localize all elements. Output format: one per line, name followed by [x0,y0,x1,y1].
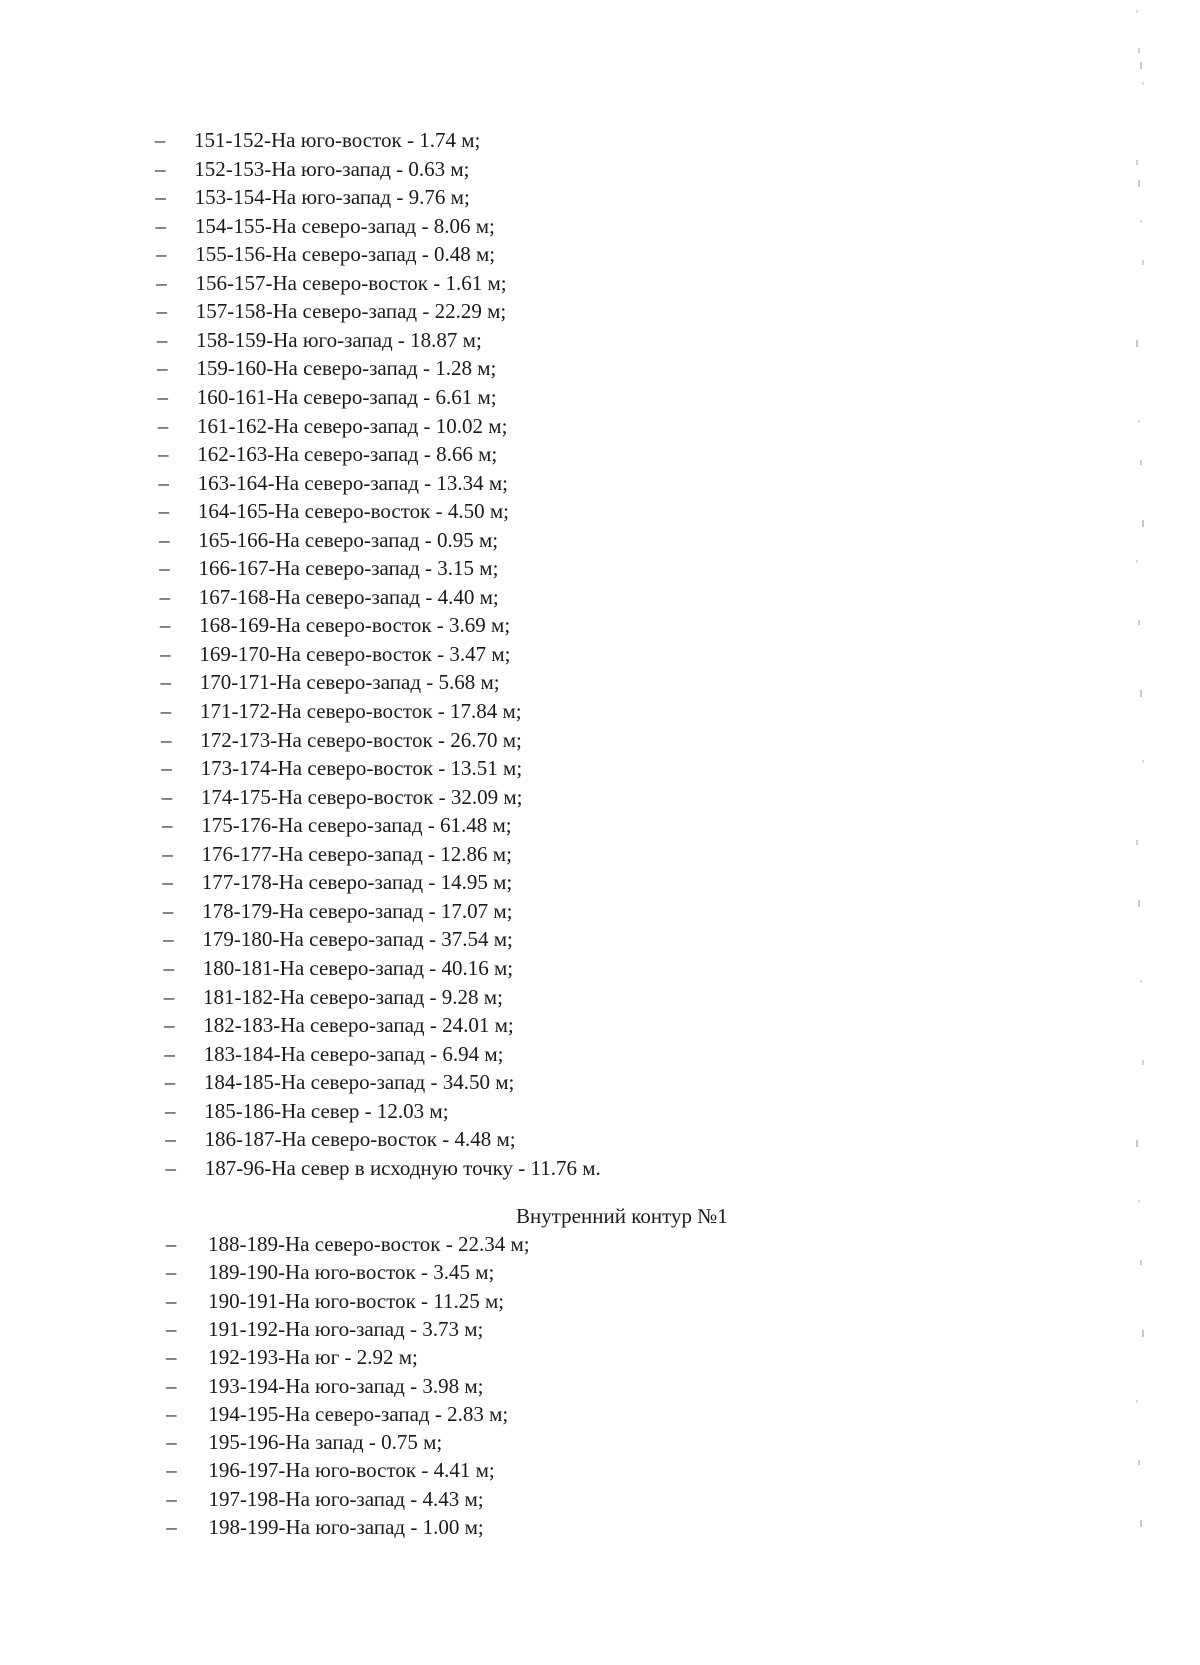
list-dash: – [161,784,173,809]
segment-text: 184-185-На северо-запад - 34.50 м; [203,1070,515,1095]
segment-text: 185-186-На север - 12.03 м; [204,1098,449,1123]
segment-text: 162-163-На северо-запад - 8.66 м; [197,442,498,467]
list-dash: – [156,299,168,324]
list-dash: – [160,699,172,723]
list-dash: – [162,870,174,895]
segment-text: 197-198-На юго-запад - 4.43 м; [208,1486,484,1511]
list-dash: – [157,356,168,381]
list-dash: – [166,1486,177,1511]
list-dash: – [161,756,172,781]
scan-speck [1140,690,1142,697]
segment-text: 187-96-На север в исходную точку - 11.76 м. [204,1155,601,1180]
segment-text: 161-162-На северо-запад - 10.02 м; [197,413,508,438]
segment-text: 178-179-На северо-запад - 17.07 м; [202,898,513,923]
segment-text: 171-172-На северо-восток - 17.84 м; [200,699,522,723]
scan-speck [1140,1260,1142,1265]
segment-text: 177-178-На северо-запад - 14.95 м; [201,870,513,895]
segment-text: 166-167-На северо-запад - 3.15 м; [198,556,499,581]
list-dash: – [164,1098,176,1123]
scan-speck [1140,1520,1142,1527]
list-dash: – [156,270,167,295]
segment-text: 156-157-На северо-восток - 1.61 м; [195,270,507,295]
scan-speck [1138,48,1140,53]
list-dash: – [158,527,170,552]
list-dash: – [165,1260,177,1285]
segment-text: 172-173-На северо-восток - 26.70 м; [200,727,522,752]
list-dash: – [164,1013,175,1038]
segment-text: 194-195-На северо-запад - 2.83 м; [208,1401,509,1426]
scan-speck [1136,1400,1138,1403]
segment-text: 188-189-На северо-восток - 22.34 м; [208,1232,530,1256]
list-dash: – [164,1041,175,1066]
segment-text: 176-177-На северо-запад - 12.86 м; [201,841,512,866]
list-dash: – [166,1458,177,1483]
segment-text: 159-160-На северо-запад - 1.28 м; [196,356,497,381]
segment-text: 157-158-На северо-запад - 22.29 м; [195,299,507,324]
segment-text: 179-180-На северо-запад - 37.54 м; [202,927,513,952]
list-dash: – [166,1430,177,1455]
list-dash: – [155,213,167,238]
scan-speck [1138,420,1140,423]
list-dash: – [157,384,168,409]
list-dash: – [165,1232,177,1256]
scan-speck [1138,180,1140,187]
list-dash: – [165,1316,177,1341]
segment-text: 181-182-На северо-запад - 9.28 м; [203,984,503,1009]
segment-text: 186-187-На северо-восток - 4.48 м; [204,1127,516,1152]
list-dash: – [156,327,168,352]
list-dash: – [159,556,170,581]
scan-speck [1138,1460,1140,1465]
scan-speck [1140,460,1142,465]
list-dash: – [165,1288,177,1313]
segment-text: 152-153-На юго-запад - 0.63 м; [194,156,470,181]
scan-speck [1136,10,1138,13]
scan-speck [1140,980,1142,983]
segment-text: 196-197-На юго-восток - 4.41 м; [208,1458,495,1483]
list-dash: – [164,1070,176,1095]
segment-text: 165-166-На северо-запад - 0.95 м; [198,527,499,552]
segment-text: 164-165-На северо-восток - 4.50 м; [197,499,509,524]
scan-speck [1142,260,1144,265]
list-dash: – [163,927,174,952]
scan-speck [1136,340,1138,347]
scan-speck [1142,1060,1144,1065]
segment-text: 173-174-На северо-восток - 13.51 м; [200,756,523,781]
scan-speck [1138,900,1140,907]
segment-text: 189-190-На юго-восток - 3.45 м; [208,1260,495,1285]
segment-text: 175-176-На северо-запад - 61.48 м; [201,813,512,838]
list-dash: – [162,841,173,866]
segment-text: 168-169-На северо-восток - 3.69 м; [199,613,511,638]
segment-text: 151-152-На юго-восток - 1.74 м; [194,128,481,152]
scan-speck [1138,1200,1140,1203]
list-dash: – [165,1155,177,1180]
segment-text: 190-191-На юго-восток - 11.25 м; [208,1288,505,1313]
inner-contour-heading: Внутренний контур №1 [516,1204,728,1228]
segment-text: 155-156-На северо-запад - 0.48 м; [195,242,496,267]
segment-text: 169-170-На северо-восток - 3.47 м; [199,641,511,666]
list-dash: – [155,242,167,267]
segment-text: 160-161-На северо-запад - 6.61 м; [196,384,497,409]
scan-speck [1138,620,1140,625]
segment-text: 182-183-На северо-запад - 24.01 м; [203,1013,514,1038]
scan-speck [1140,62,1142,69]
list-dash: – [161,727,172,752]
scan-speck [1142,82,1144,85]
scan-speck [1140,220,1142,223]
segment-text: 158-159-На юго-запад - 18.87 м; [196,327,482,352]
segment-text: 193-194-На юго-запад - 3.98 м; [208,1373,484,1398]
segment-text: 167-168-На северо-запад - 4.40 м; [198,584,499,609]
scan-speck [1136,840,1138,845]
list-dash: – [166,1373,177,1398]
list-dash: – [158,499,170,524]
scan-speck [1136,560,1138,563]
segment-text: 153-154-На юго-запад - 9.76 м; [194,185,470,210]
list-dash: – [163,984,175,1009]
list-dash: – [159,584,171,609]
segment-text: 163-164-На северо-запад - 13.34 м; [197,470,509,495]
scan-speck [1142,1330,1144,1337]
list-dash: – [166,1401,177,1426]
list-dash: – [166,1515,177,1539]
segment-text: 154-155-На северо-запад - 8.06 м; [194,213,495,238]
segment-text: 198-199-На юго-запад - 1.00 м; [208,1515,484,1539]
segment-text: 180-181-На северо-запад - 40.16 м; [202,955,514,980]
list-dash: – [161,813,173,838]
list-dash: – [160,641,171,666]
scan-speck [1136,160,1138,165]
list-dash: – [157,413,169,438]
list-dash: – [163,955,174,980]
segment-text: 174-175-На северо-восток - 32.09 м; [200,784,523,809]
segment-text: 192-193-На юг - 2.92 м; [208,1345,418,1370]
list-dash: – [158,470,169,495]
segment-text: 195-196-На запад - 0.75 м; [208,1430,443,1455]
scan-speck [1136,1140,1138,1147]
segment-text: 170-171-На северо-запад - 5.68 м; [199,670,500,695]
list-dash: – [159,613,171,638]
scan-speck [1142,760,1144,763]
list-dash: – [155,156,166,181]
list-dash: – [155,185,166,210]
segment-text: 183-184-На северо-запад - 6.94 м; [203,1041,504,1066]
list-dash: – [154,128,166,152]
list-dash: – [162,898,174,923]
list-dash: – [160,670,171,695]
scan-speck [1142,520,1144,527]
list-dash: – [165,1127,176,1152]
list-dash: – [165,1345,177,1370]
segment-text: 191-192-На юго-запад - 3.73 м; [208,1316,484,1341]
list-dash: – [158,442,169,467]
